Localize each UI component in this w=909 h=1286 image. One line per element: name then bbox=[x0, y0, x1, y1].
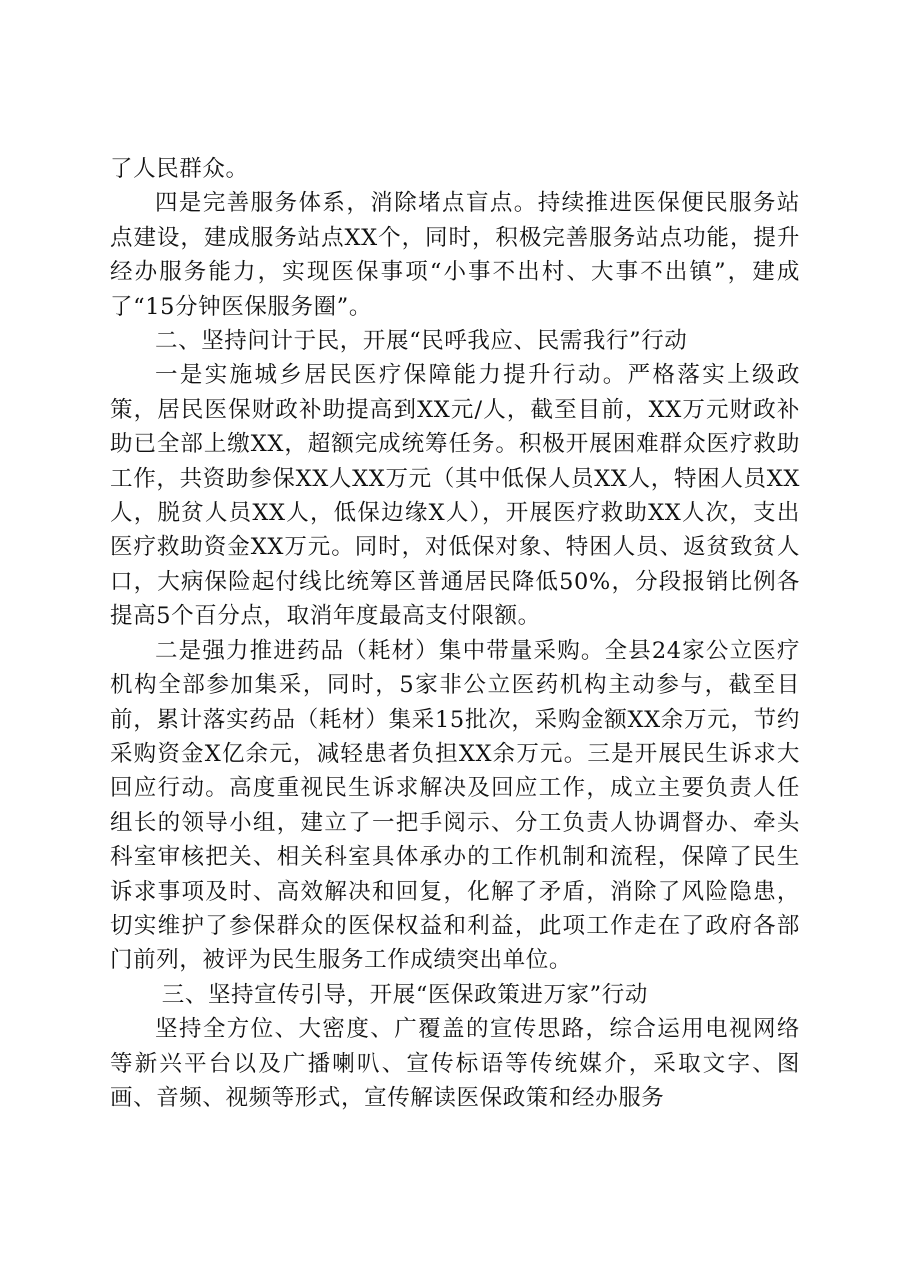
paragraph-publicity: 坚持全方位、大密度、广覆盖的宣传思路，综合运用电视网络等新兴平台以及广播喇叭、宣传标语等传统媒介，采取文字、图画、音频、视频等形式，宣传解读医保政策和经办服务 bbox=[110, 1016, 800, 1111]
paragraph-centralized-procurement: 二是强力推进药品（耗材）集中带量采购。全县24家公立医疗机构全部参加集采，同时，5家非公立医药机构主动参与，截至目前，累计落实药品（耗材）集采15批次，采购金额XX余万元，节约采购资金X亿余元，减轻患者负担XX余万元。三是开展民生诉求大回应行动。高度重视民生诉求解决及回应工作，成立主要负责人任组长的领导小组，建立了一把手阅示、分工负责人协调督办、牵头科室审核把关、相关科室具体承办的工作机制和流程，保障了民生诉求事项及时、高效解决和回复，化解了矛盾，消除了风险隐患，切实维护了参保群众的医保权益和利益，此项工作走在了政府各部门前列，被评为民生服务工作成绩突出单位。 bbox=[110, 637, 800, 974]
document-body bbox=[110, 152, 800, 1115]
paragraph-service-system: 四是完善服务体系，消除堵点盲点。持续推进医保便民服务站点建设，建成服务站点XX个，同时，积极完善服务站点功能，提升经办服务能力，实现医保事项“小事不出村、大事不出镇”，建成了“15分钟医保服务圈”。 bbox=[110, 190, 800, 320]
paragraph-continuation: 了人民群众。 bbox=[110, 156, 249, 182]
section-heading-2: 二、坚持问计于民，开展“民呼我应、民需我行”行动 bbox=[155, 328, 688, 355]
paragraph-medical-security: 一是实施城乡居民医疗保障能力提升行动。严格落实上级政策，居民医保财政补助提高到XX元/人，截至目前，XX万元财政补助已全部上缴XX，超额完成统筹任务。积极开展困难群众医疗救助工作，共资助参保XX人XX万元（其中低保人员XX人，特困人员XX人，脱贫人员XX人，低保边缘X人），开展医疗救助XX人次，支出医疗救助资金XX万元。同时，对低保对象、特困人员、返贫致贫人口，大病保险起付线比统筹区普通居民降低50%，分段报销比例各提高5个百分点，取消年度最高支付限额。 bbox=[110, 362, 800, 630]
section-heading-3: 三、坚持宣传引导，开展“医保政策进万家”行动 bbox=[161, 981, 648, 1008]
